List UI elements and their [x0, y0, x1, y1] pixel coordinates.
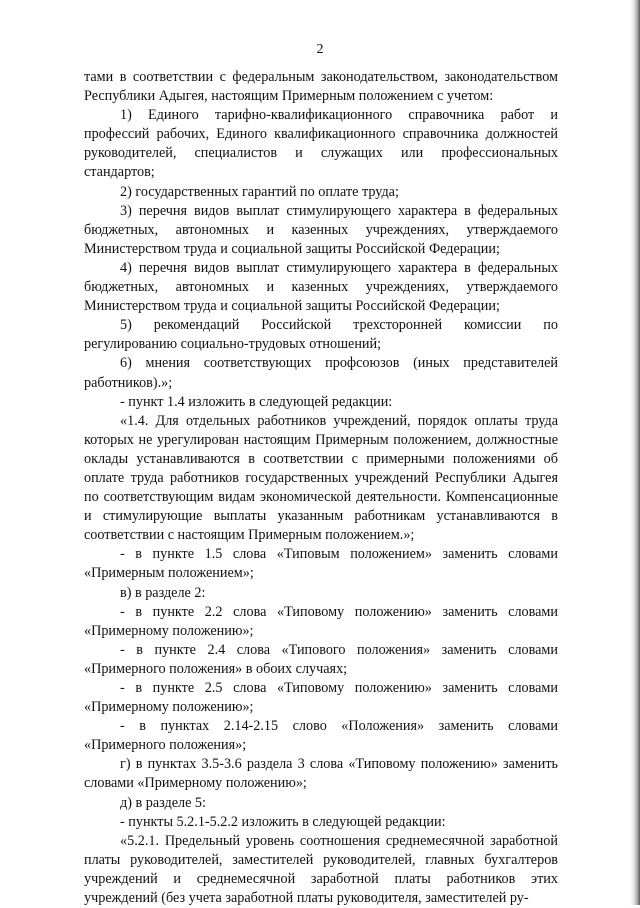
paragraph: - в пункте 2.5 слова «Типовому положению» заменить словами «Примерному положению»; [84, 680, 558, 716]
paragraph: «5.2.1. Предельный уровень соотношения среднемесячной заработной платы руководителей, заместителей руководителей, главных бухгалтеров учреждений и среднемесячной заработной платы работников этих учреждений (без учета заработной платы руководителя, заместителей ру- [84, 832, 558, 907]
paragraph: «1.4. Для отдельных работников учреждений, порядок оплаты труда которых не урегулирован настоящим Примерным положением, должностные оклады устанавливаются в соответствии с примерными положениями об оплате труда работников государственных учреждений Республики Адыгея по соответствующим видам экономической деятельности. Компенсационные и стимулирующие выплаты указанным работникам устанавливаются в соответствии с настоящим Примерным положением.»; [84, 412, 558, 544]
paragraph: - в пункте 2.2 слова «Типовому положению» заменить словами «Примерному положению»; [84, 603, 558, 639]
paragraph: 5) рекомендаций Российской трехсторонней комиссии по регулированию социально-трудовых отношений; [84, 317, 558, 353]
scan-shadow-edge [630, 0, 640, 905]
paragraph: - в пунктах 2.14-2.15 слово «Положения» заменить словами «Примерного положения»; [84, 718, 558, 754]
paragraph: - в пункте 2.4 слова «Типового положения» заменить словами «Примерного положения» в обоих случаях; [84, 641, 558, 677]
paragraph: 4) перечня видов выплат стимулирующего характера в федеральных бюджетных, автономных и казенных учреждениях, утверждаемого Министерством труда и социальной защиты Российской Федерации; [84, 259, 558, 315]
paragraph: 6) мнения соответствующих профсоюзов (иных представителей работников).»; [84, 355, 558, 391]
paragraph: в) в разделе 2: [120, 584, 206, 601]
paragraph: - пункты 5.2.1-5.2.2 изложить в следующей редакции: [120, 813, 446, 830]
paragraph: - в пункте 1.5 слова «Типовым положением» заменить словами «Примерным положением»; [84, 546, 558, 582]
paragraph: д) в разделе 5: [120, 794, 206, 811]
paragraph: 2) государственных гарантий по оплате труда; [120, 183, 399, 200]
paragraph: тами в соответствии с федеральным законодательством, законодательством Республики Адыгея, настоящим Примерным положением с учетом: [84, 69, 558, 105]
page-number: 2 [316, 42, 324, 57]
document-body [84, 68, 558, 908]
paragraph: 1) Единого тарифно-квалификационного справочника работ и профессий рабочих, Единого квалификационного справочника должностей руководителей, специалистов и служащих или профессиональных стандартов; [84, 107, 558, 181]
paragraph: - пункт 1.4 изложить в следующей редакции: [120, 393, 393, 410]
paragraph: 3) перечня видов выплат стимулирующего характера в федеральных бюджетных, автономных и казенных учреждениях, утверждаемого Министерством труда и социальной защиты Российской Федерации; [84, 202, 558, 257]
paragraph: г) в пунктах 3.5-3.6 раздела 3 слова «Типовому положению» заменить словами «Примерному положению»; [84, 756, 558, 792]
